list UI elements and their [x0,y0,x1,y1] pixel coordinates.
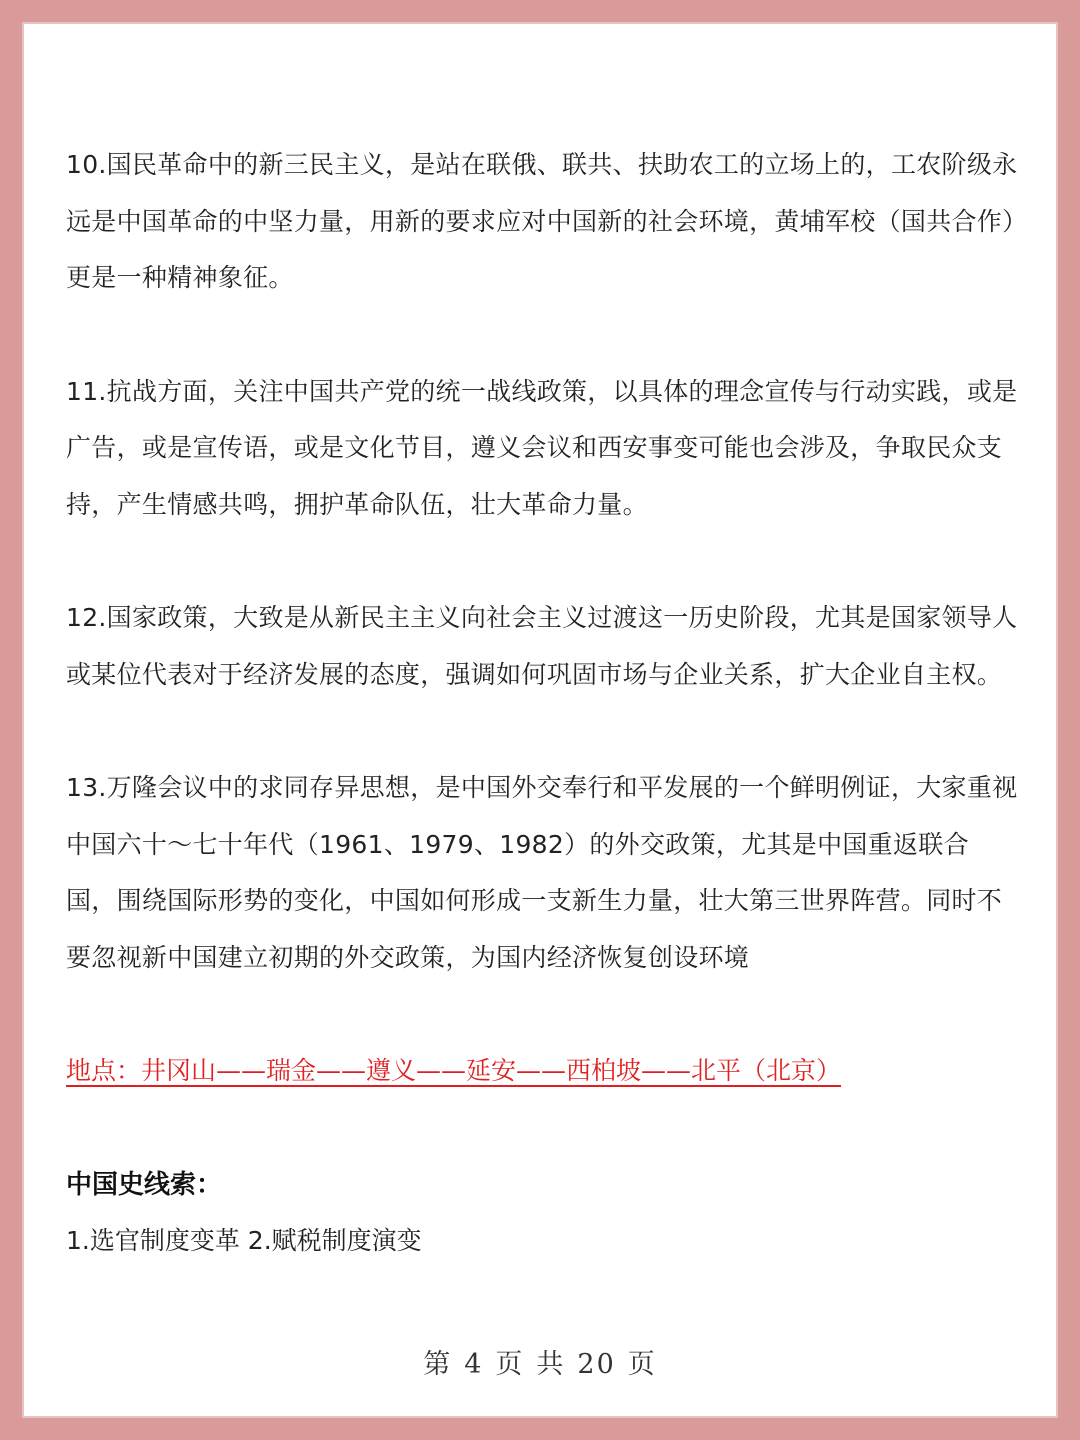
footer-total-word: 共 [536,1349,566,1380]
paragraph-spacer [66,986,1018,1043]
paragraph-spacer [66,307,1018,364]
paragraph-spacer [66,1100,1018,1157]
footer-suffix: 页 [627,1349,657,1380]
paragraph-spacer [66,533,1018,590]
footer-total-pages: 20 [577,1349,616,1380]
paragraph-spacer [66,703,1018,760]
paragraph-11: 11.抗战方面，关注中国共产党的统一战线政策，以具体的理念宣传与行动实践，或是广告，或是宣传语，或是文化节目，遵义会议和西安事变可能也会涉及，争取民众支持，产生情感共鸣，拥护革命队伍，壮大革命力量。 [66,376,1018,519]
document-body [66,137,1018,1270]
places-route-line: 地点：井冈山——瑞金——遵义——延安——西柏坡——北平（北京） [66,1056,842,1085]
footer-page-word: 页 [495,1349,525,1380]
footer-current-page: 4 [464,1349,484,1380]
clues-list: 1.选官制度变革 2.赋税制度演变 [66,1226,422,1255]
clues-heading: 中国史线索： [66,1169,223,1200]
paragraph-12: 12.国家政策，大致是从新民主主义向社会主义过渡这一历史阶段，尤其是国家领导人或某位代表对于经济发展的态度，强调如何巩固市场与企业关系，扩大企业自主权。 [66,603,1018,689]
paragraph-13: 13.万隆会议中的求同存异思想，是中国外交奉行和平发展的一个鲜明例证，大家重视中国六十～七十年代（1961、1979、1982）的外交政策，尤其是中国重返联合国，围绕国际形势的变化，中国如何形成一支新生力量，壮大第三世界阵营。同时不要忽视新中国建立初期的外交政策，为国内经济恢复创设环境 [66,773,1018,972]
paragraph-10: 10.国民革命中的新三民主义，是站在联俄、联共、扶助农工的立场上的，工农阶级永远是中国革命的中坚力量，用新的要求应对中国新的社会环境，黄埔军校（国共合作）更是一种精神象征。 [66,150,1018,292]
footer-prefix: 第 [423,1349,453,1380]
page-number-footer [0,1342,1080,1381]
